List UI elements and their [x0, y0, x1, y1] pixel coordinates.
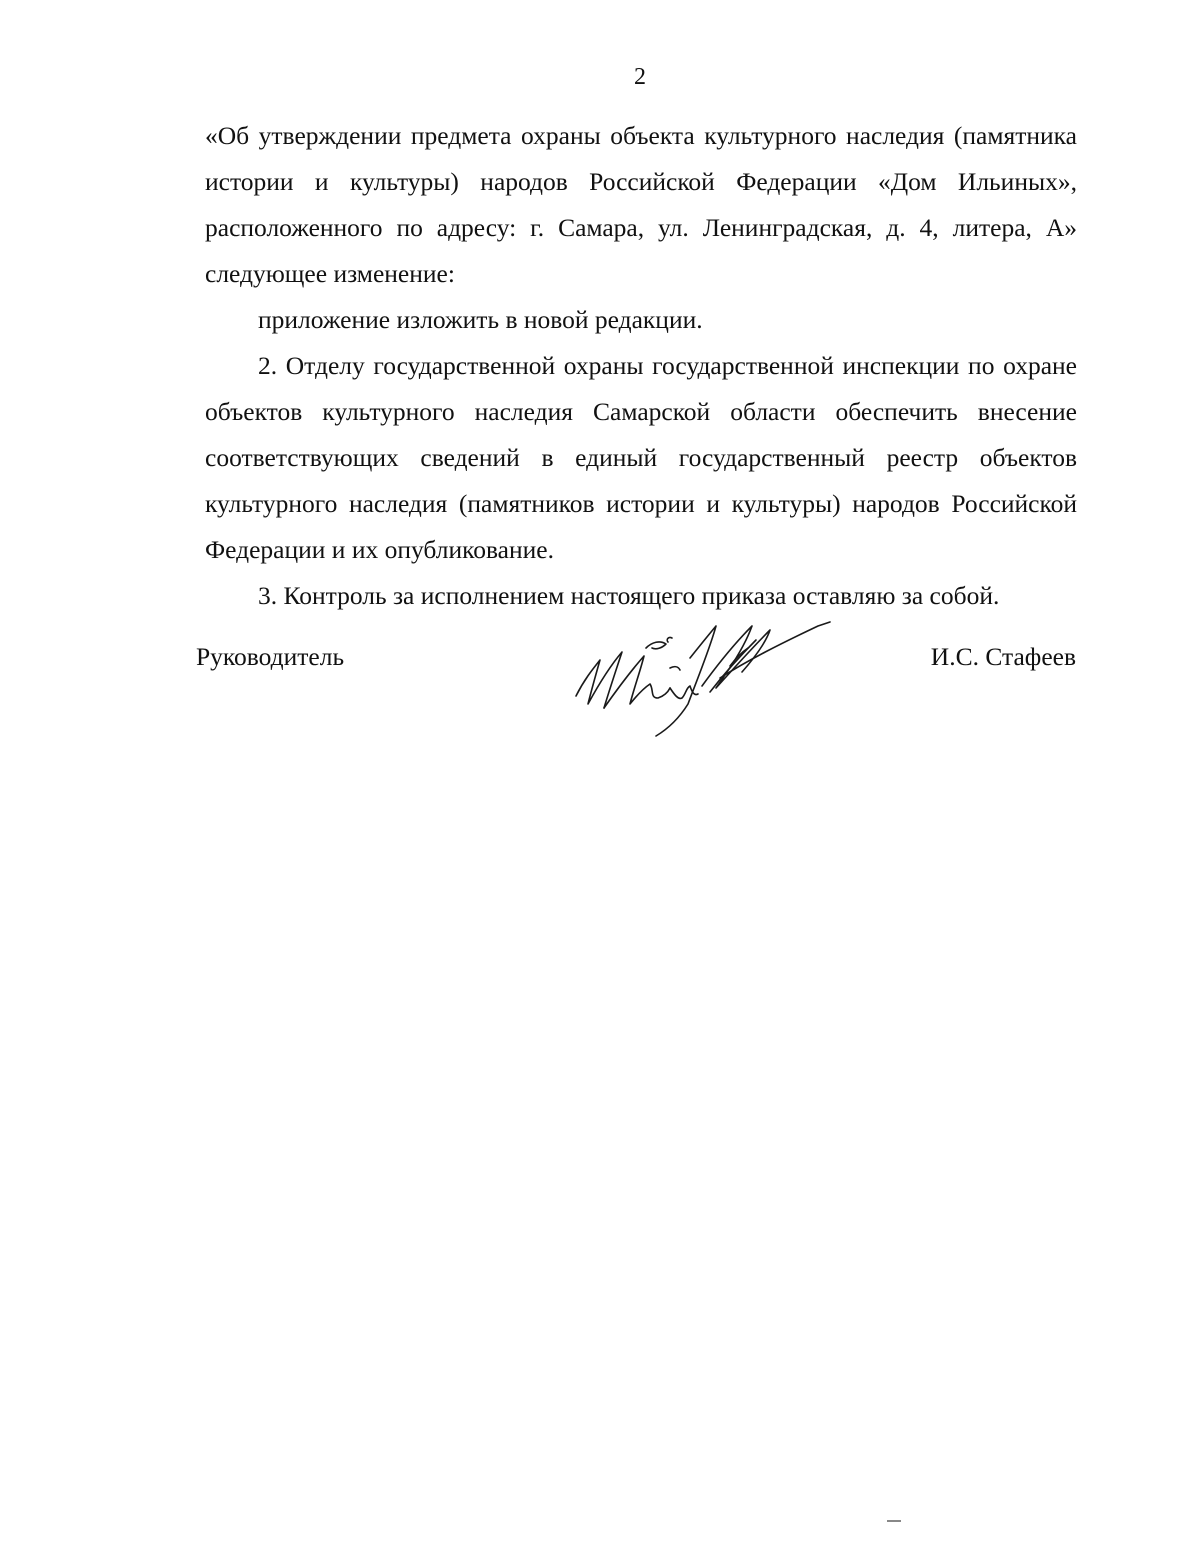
document-body	[205, 113, 1077, 619]
paragraph-order-title-continuation: «Об утверждении предмета охраны объекта культурного наследия (памятника истории и культуры) народов Российской Федерации «Дом Ильиных», расположенного по адресу: г. Самара, ул. Ленинградская, д. 4, литера, А» следующее изменение:	[205, 121, 1077, 288]
signatory-position: Руководитель	[196, 642, 345, 671]
scan-speck	[887, 1520, 901, 1522]
handwritten-signature	[570, 608, 835, 738]
paragraph-amendment-instruction: приложение изложить в новой редакции.	[258, 305, 703, 334]
signatory-name: И.С. Стафеев	[930, 642, 1076, 671]
page-number: 2	[634, 64, 646, 90]
paragraph-item-3: 3. Контроль за исполнением настоящего приказа оставляю за собой.	[258, 581, 1000, 610]
paragraph-item-2: 2. Отделу государственной охраны государственной инспекции по охране объектов культурного наследия Самарской области обеспечить внесение соответствующих сведений в единый государственный реестр объектов культурного наследия (памятников истории и культуры) народов Российской Федерации и их опубликование.	[205, 351, 1077, 564]
